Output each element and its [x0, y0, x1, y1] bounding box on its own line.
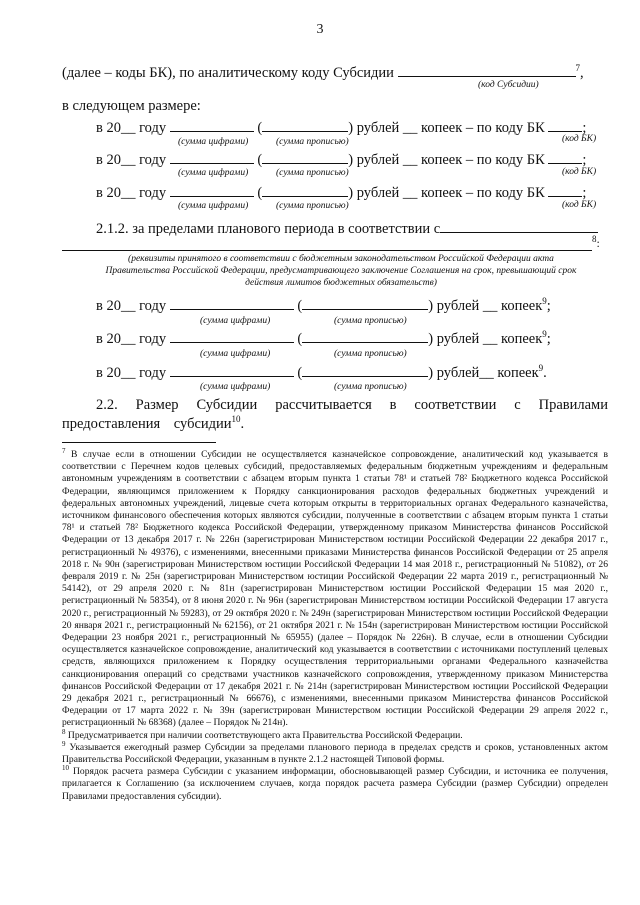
- row-year: в 20__ году: [96, 331, 167, 347]
- requisites-blank: [440, 218, 598, 233]
- section-2-2: 2.2. Размер Субсидии рассчитывается в соответствии с Правилами предоставления субсидии$^{10}$.: [62, 397, 608, 432]
- footnote-ref-9: 9: [542, 296, 547, 307]
- sum-words-blank: [302, 362, 428, 377]
- row-tail: ) рублей__ копеек: [428, 365, 539, 381]
- footnote-7: $^7$ В случае если в отношении Субсидии не осуществляется казначейское сопровождение, аналитический код указывается в соответствии с Перечнем кодов целевых субсидий, предоставляемых федеральным бюджетным учреждениям и федеральным автономным учреждениям в соответствии с абзацем вторым пункта 1 статьи 78¹ и статьей 78² Бюджетного кодекса Российской Федерации, являющимся приложением к Порядку санкционирования расходов федеральных бюджетных учреждений и федеральных автономных учреждений, лицевые счета которым открыты в территориальных органах Федерального казначейства, источником финансового обеспечения которых являются субсидии, полученные в соответствии с абзацем вторым пункта 1 статьи 78¹ и статьей 78² Бюджетного кодекса Российской Федерации, утвержденному приказом Министерства финансов Российской Федерации от 13 декабря 2017 г. № 226н (зарегистрирован Министерством юстиции Российской Федерации 22 декабря 2017 г., регистрационный № 49376), с изменениями, внесенными приказами Министерства финансов Российской Федерации от 25 апреля 2018 г. № 90н (зарегистрирован Министерством юстиции Российской Федерации 14 мая 2018 г., регистрационный № 51082), от 26 февраля 2019 г. № 25н (зарегистрирован Министерством юстиции Российской Федерации 22 марта 2019 г., регистрационный № 54142), от 29 апреля 2020 г. № 81н (зарегистрирован Министерством юстиции Российской Федерации 15 мая 2020 г., регистрационный № 58354), от 8 июня 2020 г. № 96н (зарегистрирован Министерством юстиции Российской Федерации 17 августа 2020 г., регистрационный № 59283), от 29 октября 2020 г. № 249н (зарегистрирован Министерством юстиции Российской Федерации 20 января 2021 г., регистрационный № 62156), от 21 октября 2021 г. № 154н (зарегистрирован Министерством юстиции Российской Федерации 23 ноября 2021 г., регистрационный № 65955) (далее – Порядок № 226н). В случае, если в отношении Субсидии осуществляется казначейское сопровождение, аналитический код указывается в соответствии с источниками поступлений целевых средств, являющихся приложением к Порядку осуществления территориальными органами Федерального казначейства санкционирования операций со средствами участников казначейского сопровождения, утвержденному приказом Министерства финансов Российской Федерации от 17 декабря 2021 г. № 214н (зарегистрирован Министерством юстиции Российской Федерации 29 декабря 2021 г., регистрационный № 66676), с изменениями, внесенными приказом Министерства финансов Российской Федерации от 17 марта 2022 г. № 39н (зарегистрирован Министерством юстиции Российской Федерации 29 апреля 2022 г., регистрационный № 68368) (далее – Порядок № 214н).: [62, 446, 608, 729]
- document-page: 3 (далее – коды БК), по аналитическому коду Субсидии $^7$, (код Субсидии) в следующем размере: в 20__ году ( ) рублей __ копеек – по коду БК ; (сумма цифрами) (сумма прописью) (код БК) в 20__ году ( ) рублей __ копеек – по коду БК ; (сумма цифрами) (сумма прописью) (код БК) в 20__ году ( ) рублей __ копеек – по коду БК ; (сумма цифрами) (сумма прописью) (код БК) 2.1.2. за пределами планового периода в соответствии с $^8$: (реквизиты принятого в соответствии с бюджетным законодательством Российской Федерации акта Правительства Российской Федерации, предусматривающего заключение Соглашения на срок, превышающий срок действия лимитов бюджетных обязательств) в 20__ году ( ) рублей __ копеек$^9$; (сумма цифрами) (сумма прописью) в 20__ году ( ) рублей __ копеек$^9$; (сумма цифрами) (сумма прописью) в 20__ году ( ) рублей__ копеек$^9$. (сумма цифрами) (сумма прописью) 2.2. Размер Субсидии рассчитывается в соответствии с Правилами предоставления субсидии$^{10}$. $^7$ В случае если в отношении Субсидии не осуществляется казначейское сопровождение, аналитический код указывается в соответствии с Перечнем кодов целевых субсидий, предоставляемых федеральным бюджетным учреждениям и федеральным автономным учреждениям в соответствии с абзацем вторым пункта 1 статьи 78¹ и статьей 78² Бюджетного кодекса Российской Федерации, являющимся приложением к Порядку санкционирования расходов федеральных бюджетных учреждений и федеральных автономных учреждений, лицевые счета которым открыты в территориальных органах Федерального казначейства, источником финансового обеспечения которых являются субсидии, полученные в соответствии с абзацем вторым пункта 1 статьи 78¹ и статьей 78² Бюджетного кодекса Российской Федерации, утвержденному приказом Министерства финансов Российской Федерации от 13 декабря 2017 г. № 226н (зарегистрирован Министерством юстиции Российской Федерации 22 декабря 2017 г., регистрационный № 49376), с изменениями, внесенными приказами Министерства финансов Российской Федерации от 25 апреля 2018 г. № 90н (зарегистрирован Министерством юстиции Российской Федерации 14 мая 2018 г., регистрационный № 51082), от 26 февраля 2019 г. № 25н (зарегистрирован Министерством юстиции Российской Федерации 22 марта 2019 г., регистрационный № 54142), от 29 апреля 2020 г. № 81н (зарегистрирован Министерством юстиции Российской Федерации 15 мая 2020 г., регистрационный № 58354), от 8 июня 2020 г. № 96н (зарегистрирован Министерством юстиции Российской Федерации 17 августа 2020 г., регистрационный № 59283), от 29 октября 2020 г. № 249н (зарегистрирован Министерством юстиции Российской Федерации 20 января 2021 г., регистрационный № 62156), от 21 октября 2021 г. № 154н (зарегистрирован Министерством юстиции Российской Федерации 23 ноября 2021 г., регистрационный № 65955) (далее – Порядок № 226н). В случае, если в отношении Субсидии осуществляется казначейское сопровождение, аналитический код указывается в соответствии с источниками поступлений целевых средств, являющихся приложением к Порядку осуществления территориальными органами Федерального казначейства санкционирования операций со средствами участников казначейского сопровождения, утвержденному приказом Министерства финансов Российской Федерации от 17 декабря 2021 г. № 214н (зарегистрирован Министерством юстиции Российской Федерации 29 декабря 2021 г., регистрационный № 66676), с изменениями, внесенными приказом Министерства финансов Российской Федерации от 17 марта 2022 г. № 39н (зарегистрирован Министерством юстиции Российской Федерации 29 апреля 2022 г., регистрационный № 68368) (далее – Порядок № 214н). $^8$ Предусматривается при наличии соответствующего акта Правительства Российской Федерации. $^9$ Указывается ежегодный размер Субсидии за пределами планового периода в пределах средств и сроков, установленных актом Правительства Российской Федерации, указанным в пункте 2.1.2 настоящей Типовой формы. $^{10}$ Порядок расчета размера Субсидии с указанием информации, обосновывающей размер Субсидии, и источника ее получения, прилагается к Соглашению (за исключением случаев, когда порядок расчета размера Субсидии (размер Субсидии) определен Правилами предоставления субсидии).: [0, 0, 640, 905]
- sum-words-blank: [262, 182, 348, 197]
- caption-sum-digits: (сумма цифрами): [200, 349, 271, 359]
- row-tail: ) рублей __ копеек – по коду БК: [348, 120, 545, 136]
- caption-sum-words: (сумма прописью): [276, 137, 349, 147]
- caption-bk-code: (код БК): [562, 134, 597, 144]
- row-tail: ) рублей __ копеек: [428, 331, 543, 347]
- footnotes: [62, 446, 608, 803]
- caption-sum-digits: (сумма цифрами): [178, 201, 249, 211]
- row-year: в 20__ году: [96, 298, 167, 314]
- sum-digits-blank: [170, 295, 294, 310]
- footnote-separator: [62, 442, 216, 443]
- row-year: в 20__ году: [96, 120, 167, 136]
- requisites-blank-line-2: [62, 250, 592, 251]
- intro-text: (далее – коды БК), по аналитическому коду Субсидии: [62, 65, 394, 81]
- caption-bk-code: (код БК): [562, 167, 597, 177]
- caption-sum-words: (сумма прописью): [334, 382, 407, 392]
- footnote-ref-8: 8: [592, 234, 597, 244]
- page-number: 3: [316, 22, 324, 37]
- bk-code-blank: [548, 182, 582, 197]
- intro-line-2: в следующем размере:: [62, 98, 201, 114]
- section-2-2-text: 2.2. Размер Субсидии рассчитывается в соответствии с Правилами предоставления субсидии: [62, 397, 608, 432]
- sum-digits-blank: [170, 328, 294, 343]
- caption-sum-digits: (сумма цифрами): [178, 168, 249, 178]
- bk-code-blank: [548, 117, 582, 132]
- caption-bk-code: (код БК): [562, 200, 597, 210]
- subsidy-code-blank: [398, 62, 576, 77]
- subsidy-code-caption: (код Субсидии): [478, 80, 539, 90]
- sum-digits-blank: [170, 182, 254, 197]
- sum-words-blank: [262, 117, 348, 132]
- caption-sum-digits: (сумма цифрами): [178, 137, 249, 147]
- sum-digits-blank: [170, 362, 294, 377]
- caption-sum-words: (сумма прописью): [276, 168, 349, 178]
- sum-digits-blank: [170, 149, 254, 164]
- row-tail: ) рублей __ копеек – по коду БК: [348, 185, 545, 201]
- row-tail: ) рублей __ копеек – по коду БК: [348, 152, 545, 168]
- row-tail: ) рублей __ копеек: [428, 298, 543, 314]
- caption-sum-digits: (сумма цифрами): [200, 382, 271, 392]
- section-2-1-2: [96, 218, 598, 238]
- caption-sum-words: (сумма прописью): [334, 349, 407, 359]
- intro-line: (далее – коды БК), по аналитическому коду Субсидии $^7$,: [62, 63, 584, 81]
- caption-sum-digits: (сумма цифрами): [200, 316, 271, 326]
- footnote-ref-10: 10: [231, 414, 241, 425]
- footnote-10: $^{10}$ Порядок расчета размера Субсидии с указанием информации, обосновывающей размер Субсидии, и источника ее получения, прилагается к Соглашению (за исключением случаев, когда порядок расчета размера Субсидии (размер Субсидии) определен Правилами предоставления субсидии).: [62, 764, 608, 802]
- sum-words-blank: [262, 149, 348, 164]
- footnote-8: $^8$ Предусматривается при наличии соответствующего акта Правительства Российской Федерации.: [62, 727, 463, 741]
- sum-words-blank: [302, 328, 428, 343]
- row-year: в 20__ году: [96, 152, 167, 168]
- footnote-ref-9: 9: [538, 363, 544, 374]
- section-2-1-2-end: $^8$:: [592, 234, 600, 250]
- row-year: в 20__ году: [96, 365, 167, 381]
- sum-digits-blank: [170, 117, 254, 132]
- row-year: в 20__ году: [96, 185, 167, 201]
- sum-words-blank: [302, 295, 428, 310]
- section-2-1-2-text: 2.1.2. за пределами планового периода в соответствии с: [96, 221, 441, 237]
- bk-code-blank: [548, 149, 582, 164]
- requisites-caption: (реквизиты принятого в соответствии с бюджетным законодательством Российской Федерации акта Правительства Российской Федерации, предусматривающего заключение Соглашения на срок, превышающий срок действия лимитов бюджетных обязательств): [105, 254, 577, 288]
- footnote-ref-7: 7: [575, 63, 581, 74]
- footnote-9: $^9$ Указывается ежегодный размер Субсидии за пределами планового периода в пределах средств и сроков, установленных актом Правительства Российской Федерации, указанным в пункте 2.1.2 настоящей Типовой формы.: [62, 739, 608, 766]
- footnote-ref-9: 9: [542, 329, 547, 340]
- caption-sum-words: (сумма прописью): [334, 316, 407, 326]
- caption-sum-words: (сумма прописью): [276, 201, 349, 211]
